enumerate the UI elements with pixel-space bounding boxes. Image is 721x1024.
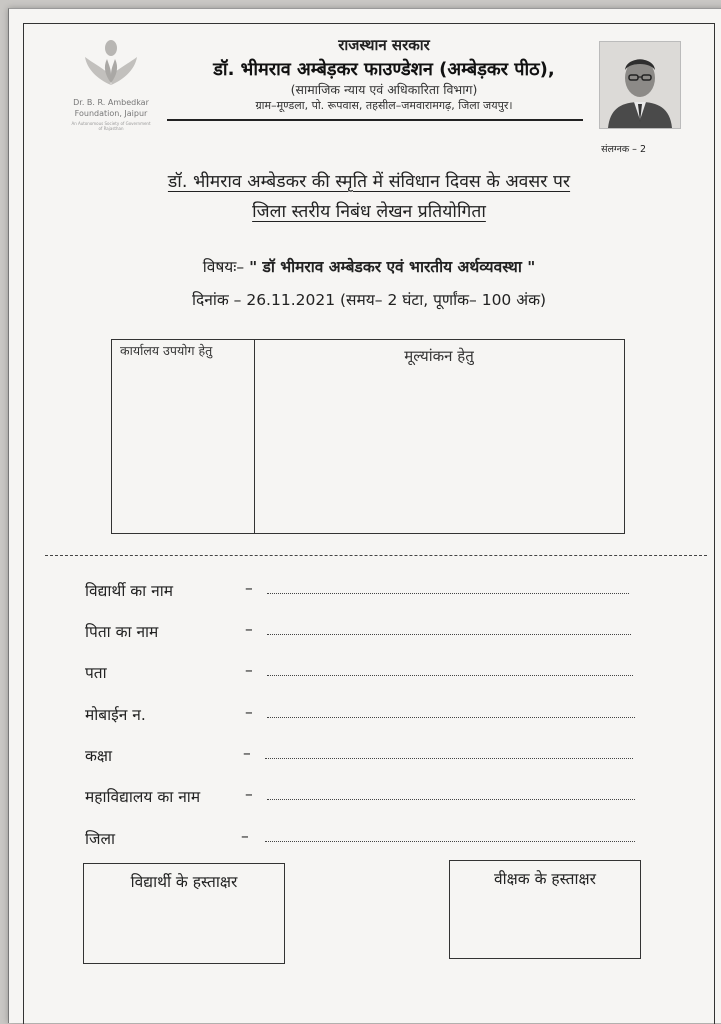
field-label: जिला [85,830,116,848]
title-line2-text: जिला स्तरीय निबंध लेखन प्रतियोगिता [252,202,486,222]
fill-line[interactable] [267,799,635,800]
field-dash: – [243,744,251,762]
cut-line [45,555,707,556]
fill-line[interactable] [265,758,633,759]
evaluation-divider [254,340,255,533]
logo-caption-line2: Foundation, Jaipur [74,109,148,118]
logo-tiny-caption: An Autonomous Society of Government of Rajasthan [71,121,151,131]
field-dash: – [245,620,253,638]
field-dash: – [245,579,253,597]
field-dash: – [241,827,249,845]
field-label: पिता का नाम [85,623,159,641]
competition-title-line1 [49,169,689,193]
subject-value: " डॉ भीमराव अम्बेडकर एवं भारतीय अर्थव्यवस्था " [249,258,536,276]
government-name: राजस्थान सरकार [338,36,430,54]
title-line1-text: डॉ. भीमराव अम्बेडकर की स्मृति में संविधान दिवस के अवसर पर [167,172,571,192]
student-signature-box[interactable] [83,863,285,964]
student-signature-label: विद्यार्थी के हस्ताक्षर [130,873,238,891]
field-label: मोबाईन न. [85,706,146,724]
hands-lotus-logo-icon [81,39,141,87]
department-name: (सामाजिक न्याय एवं अधिकारिता विभाग) [290,82,478,97]
invigilator-signature-box[interactable] [449,860,641,959]
foundation-address: ग्राम–मूण्डला, पो. रूपवास, तहसील–जमवारामगढ़, जिला जयपुर। [255,99,513,112]
fill-line[interactable] [267,717,635,718]
foundation-name: डॉ. भीमराव अम्बेड़कर फाउण्डेशन (अम्बेड़कर पीठ), [213,59,555,80]
field-label: महाविद्यालय का नाम [85,788,201,806]
field-label: कक्षा [85,747,113,765]
field-dash: – [245,661,253,679]
annexure-label: संलग्नक – 2 [601,144,646,155]
field-dash: – [245,703,253,721]
competition-title-line2 [49,199,689,223]
evaluation-box [111,339,625,534]
field-label: पता [85,664,107,682]
fill-line[interactable] [267,634,631,635]
logo-caption-line1: Dr. B. R. Ambedkar [73,98,149,107]
header-rule [167,119,583,121]
foundation-logo [71,39,151,131]
portrait-photo [599,41,681,129]
subject-label: विषयः– [202,258,250,276]
fill-line[interactable] [265,841,635,842]
date-time-marks: दिनांक – 26.11.2021 (समय– 2 घंटा, पूर्णांक– 100 अंक) [191,291,547,309]
essay-subject [49,255,689,277]
invigilator-signature-label: वीक्षक के हस्ताक्षर [494,870,596,888]
fill-line[interactable] [267,593,629,594]
field-dash: – [245,785,253,803]
form-sheet [8,8,721,1023]
fill-line[interactable] [267,675,633,676]
evaluation-use-label: मूल्यांकन हेतु [404,347,474,365]
office-use-label: कार्यालय उपयोग हेतु [120,343,213,358]
field-label: विद्यार्थी का नाम [85,582,173,600]
portrait-icon [600,42,680,128]
